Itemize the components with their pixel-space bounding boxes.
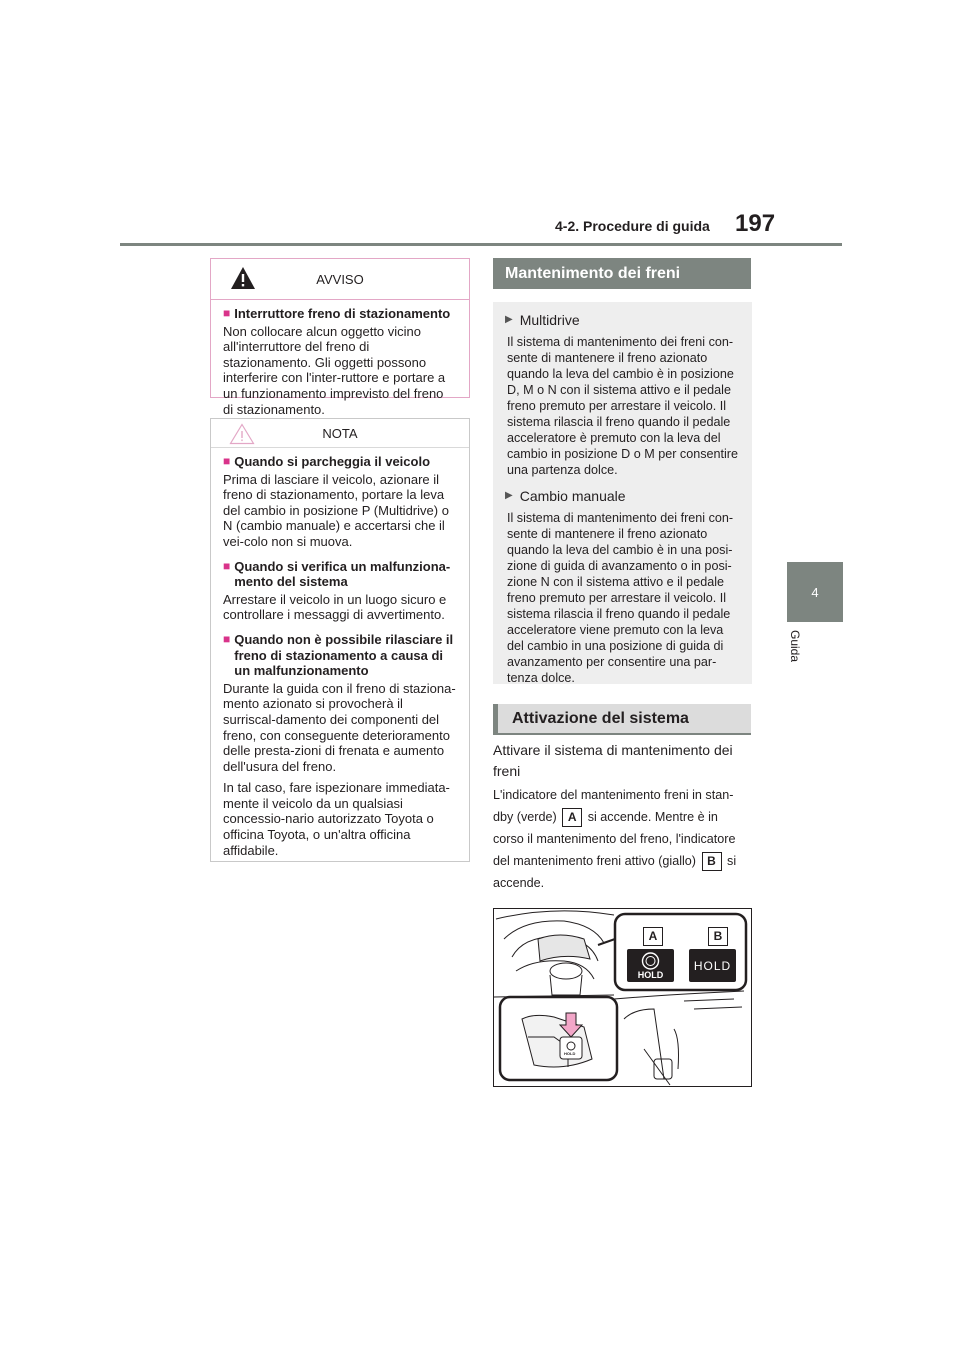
triangle-bullet-icon: ▶	[505, 490, 513, 501]
hold-text-a: HOLD	[637, 970, 664, 980]
multidrive-text: Il sistema di mantenimento dei freni con-sente di mantenere il freno azionato quando la leva del cambio è in posizione D, M o N con il sistema attivo e il pedale freno premuto per arrestare il veicolo. Il sistema rilascia il freno quando il pedale acceleratore è premuto con la leva del cambio in posizione D o M per consentire una partenza dolce.	[507, 335, 738, 477]
square-bullet-icon: ■	[223, 558, 231, 573]
chapter-label: Guida	[788, 630, 802, 663]
subheading-manuale: ▶ Cambio manuale	[505, 488, 626, 504]
triangle-bullet-icon: ▶	[505, 314, 513, 325]
switch-label: HOLD	[564, 1051, 576, 1056]
note-title: NOTA	[322, 425, 358, 441]
figure-label-b: B	[708, 927, 728, 946]
chapter-label-wrap	[784, 630, 804, 690]
section-title: 4-2. Procedure di guida	[555, 218, 710, 234]
info-panel	[493, 302, 752, 684]
warning-box	[210, 258, 470, 417]
chapter-number: 4	[811, 584, 819, 600]
chapter-tab	[787, 562, 843, 622]
dashboard-illustration	[493, 908, 752, 1087]
note-item-text: Prima di lasciare il veicolo, azionare il freno di stazionamento, portare la leva del cambio in posizione P (Multidrive) o N (cambio manuale) e accertarsi che il vei-colo non si muova.	[223, 471, 449, 549]
section-band-attivazione: Attivazione del sistema	[493, 704, 751, 735]
square-bullet-icon: ■	[223, 454, 231, 468]
note-item-text: Durante la guida con il freno di staziona-mento azionato si provocherà il surriscal-damento dei componenti del freno, con conseguente deterioramento delle presta-zioni di frenata e aumento dell'usura del freno.	[223, 680, 456, 774]
square-bullet-icon: ■	[223, 631, 231, 646]
note-header	[211, 419, 469, 448]
subheading-multidrive: ▶ Multidrive	[505, 312, 580, 328]
warning-header	[211, 259, 469, 300]
note-box	[210, 418, 470, 862]
header-rule	[120, 243, 842, 246]
note-item-heading: Quando non è possibile rilasciare il freno di stazionamento a causa di un malfunzionamento	[234, 631, 454, 679]
key-b-label: B	[702, 852, 722, 871]
note-item	[223, 632, 457, 858]
hold-indicator-active	[689, 949, 736, 982]
hold-text-b: HOLD	[693, 958, 732, 973]
warning-triangle-icon	[229, 265, 257, 291]
warning-heading: ■ Interruttore freno di stazionamento	[223, 306, 451, 321]
caution-triangle-icon	[229, 423, 255, 445]
figure-label-a: A	[643, 927, 663, 946]
square-bullet-icon: ■	[223, 306, 231, 320]
note-item-text: Arrestare il veicolo in un luogo sicuro e controllare i messaggi di avvertimento.	[223, 591, 447, 623]
key-a-label: A	[562, 808, 582, 827]
activation-text: L'indicatore del mantenimento freni in stan-dby (verde) A si accende. Mentre è in corso il mantenimento del freno, l'indicatore del mantenimento freni attivo (giallo) B si accende.	[493, 788, 737, 890]
note-item	[223, 454, 457, 550]
hold-standby-icon	[627, 950, 674, 972]
warning-title: AVVISO	[316, 271, 364, 287]
activation-intro: Attivare il sistema di mantenimento dei freni	[493, 742, 733, 779]
note-item-heading: Quando si verifica un malfunziona-mento del sistema	[234, 558, 451, 590]
note-item-heading: Quando si parcheggia il veicolo	[234, 454, 431, 469]
section-band-mantenimento: Mantenimento dei freni	[493, 258, 751, 289]
note-item	[223, 559, 457, 623]
note-item-text: In tal caso, fare ispezionare immediata-mente il veicolo da un qualsiasi concessio-nario autorizzato Toyota o officina Toyota, o un'altra officina affidabile.	[223, 780, 450, 858]
page-number: 197	[735, 210, 776, 237]
hold-indicator-standby	[627, 949, 674, 982]
manuale-text: Il sistema di mantenimento dei freni con-sente di mantenere il freno azionato quando la leva del cambio è in una posi-zione di guida di avanzamento o in posi-zione N con il sistema attivo e il pedale freno premuto per arrestare il veicolo. Il sistema rilascia il freno quando il pedale acceleratore viene premuto con la leva del cambio in una posizione di guida di avanzamento per consentire una par-tenza dolce.	[507, 511, 734, 685]
warning-text: Non collocare alcun oggetto vicino all'interruttore del freno di stazionamento. Gli oggetti possono interferire con l'inter-ruttore e portare a un funzionamento imprevisto del freno di stazionamento.	[223, 323, 446, 417]
